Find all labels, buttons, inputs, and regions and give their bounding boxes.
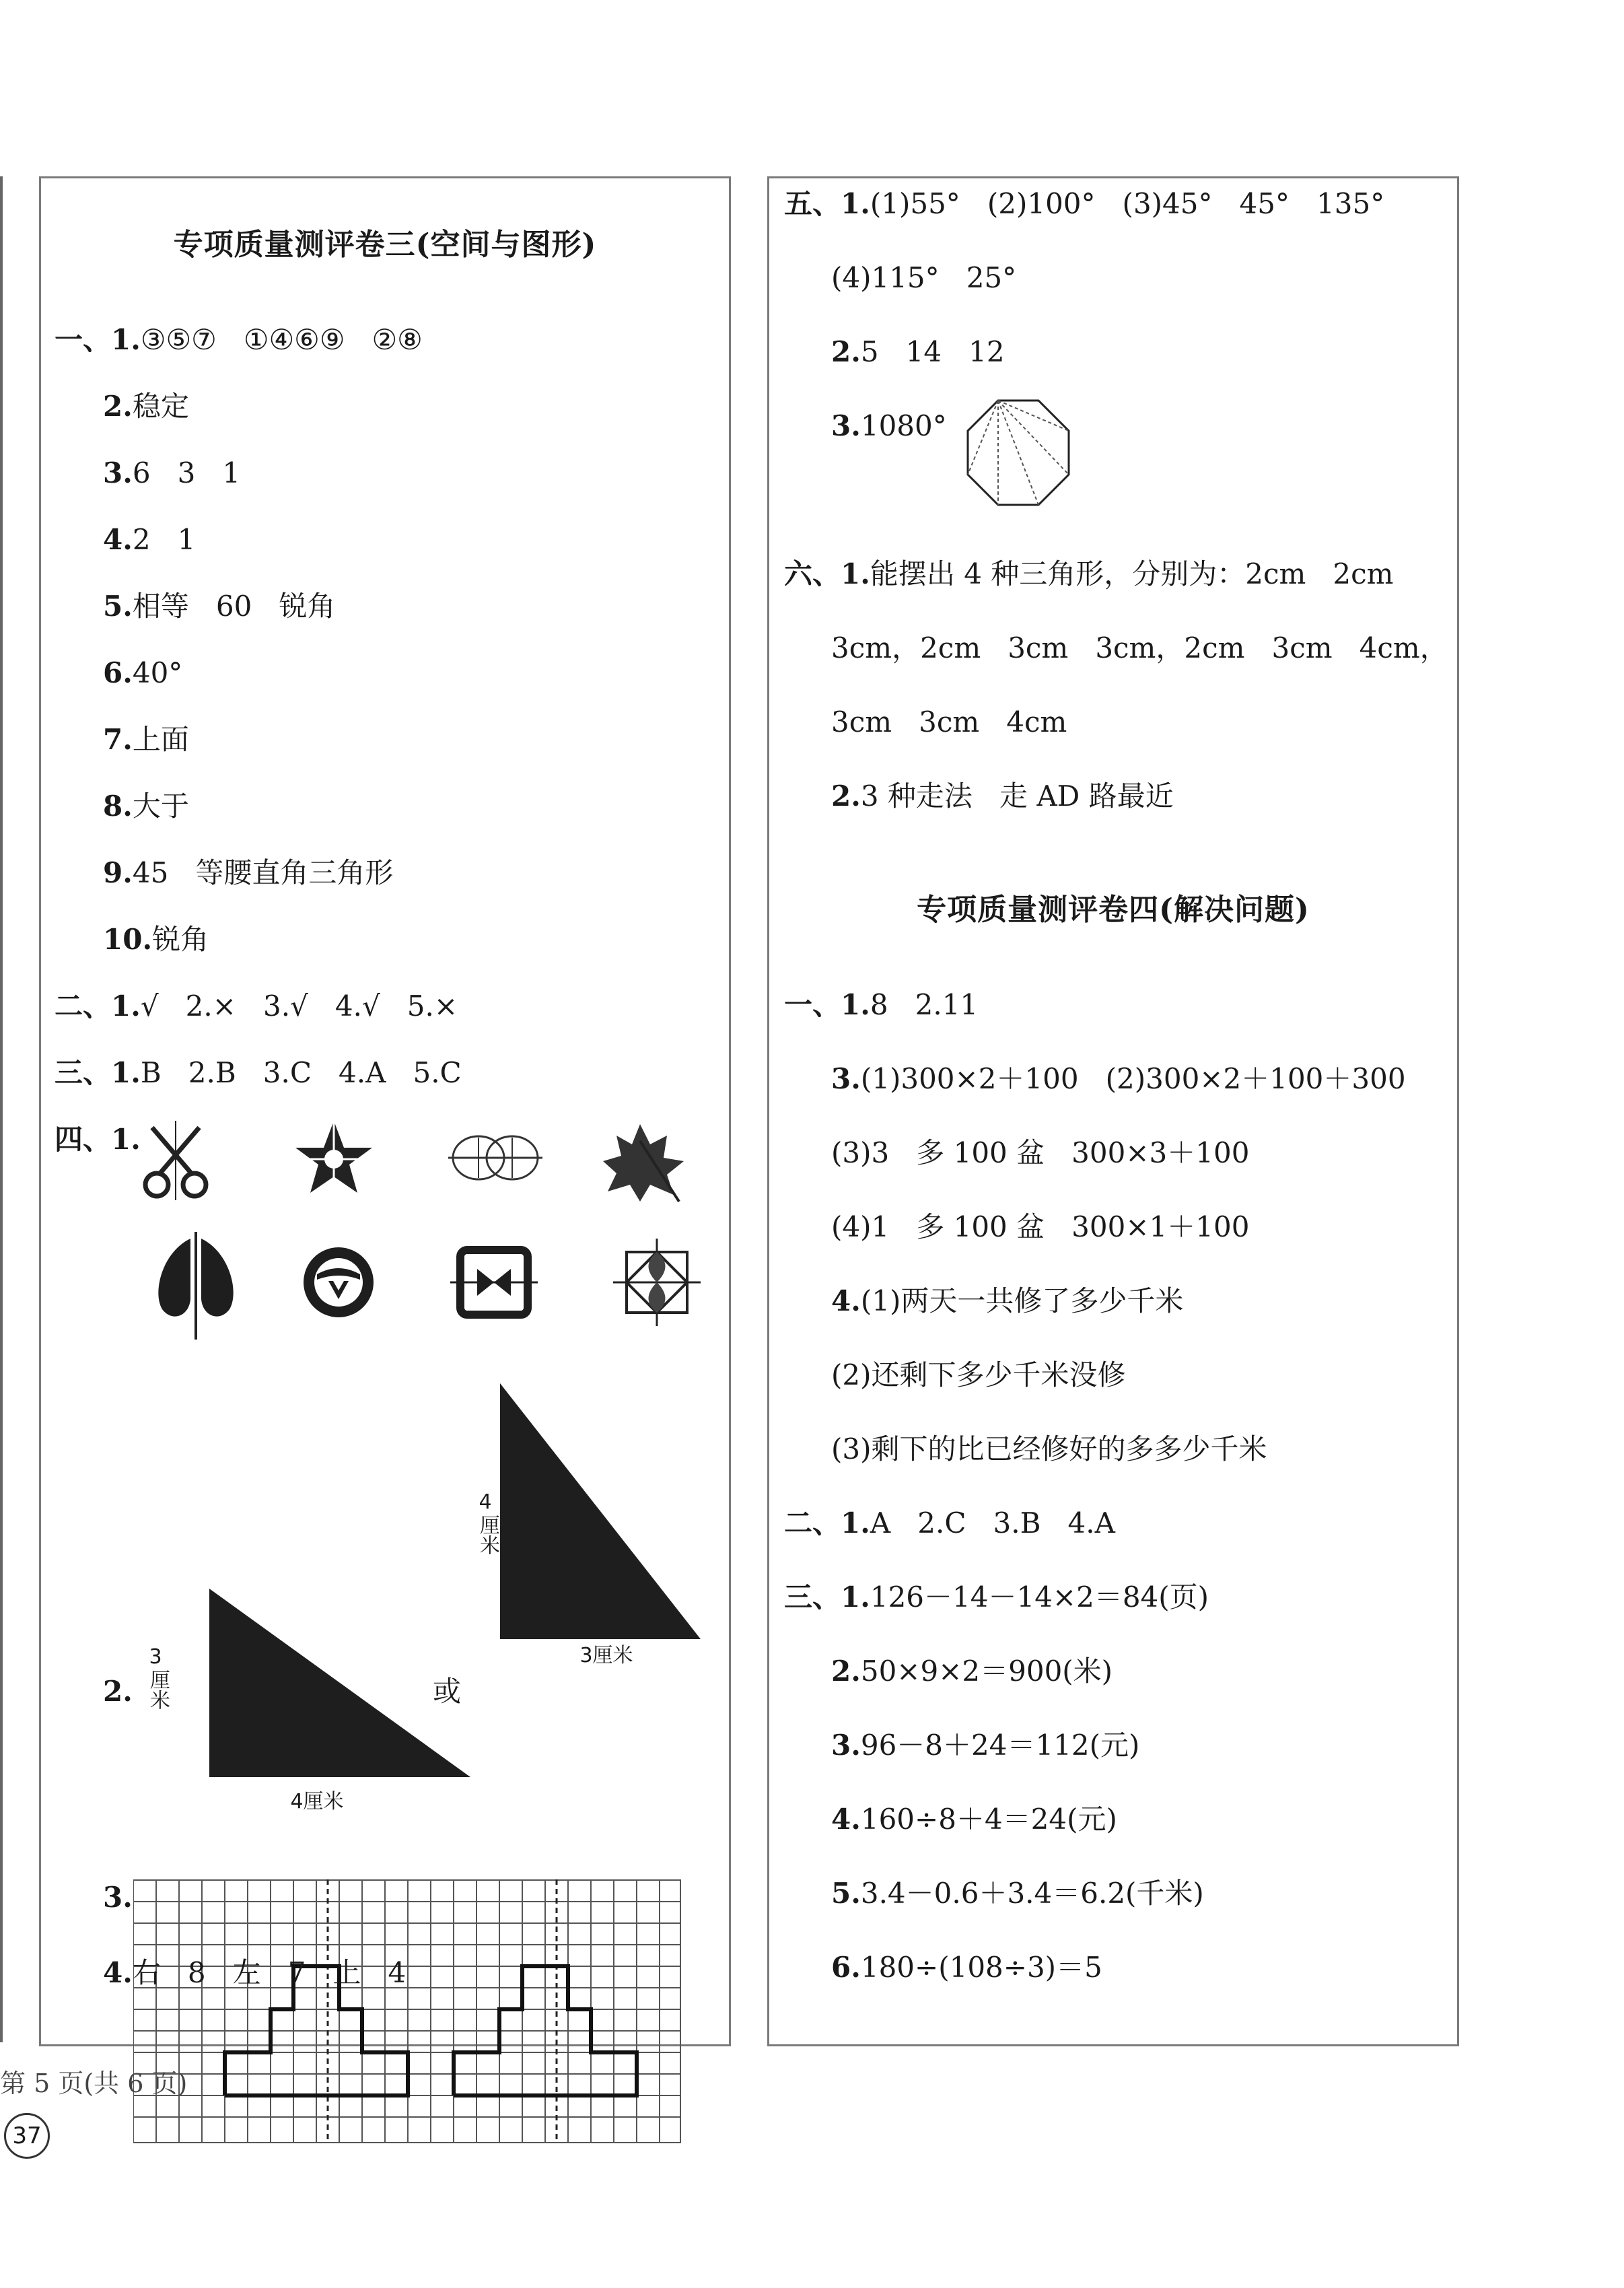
answer-line: 2.稳定 bbox=[103, 390, 189, 423]
answer-line: 6.40° bbox=[103, 656, 183, 689]
answer-line: (4)115° 25° bbox=[831, 261, 1017, 294]
answer-line: 3.96－8＋24＝112(元) bbox=[831, 1729, 1140, 1762]
tri2-side-length: 4 bbox=[479, 1490, 492, 1514]
leaf-pair-figure bbox=[149, 1232, 243, 1340]
answer-line: 六、1.能摆出 4 种三角形，分别为：2cm 2cm bbox=[784, 557, 1394, 590]
tri1-side-unit: 厘米 bbox=[146, 1669, 170, 1710]
answer-line: (3)3 多 100 盆 300×3＋100 bbox=[831, 1136, 1250, 1169]
left-answer-panel bbox=[39, 176, 731, 2046]
answer-line: 4.2 1 bbox=[103, 523, 196, 556]
scissors-figure bbox=[135, 1121, 216, 1202]
answer-line: 3.1080° bbox=[831, 409, 947, 442]
answer-line: 二、1.√ 2.× 3.√ 4.√ 5.× bbox=[55, 990, 458, 1022]
answer-line: 四、1. bbox=[55, 1123, 141, 1156]
answer-line: (2)还剩下多少千米没修 bbox=[831, 1358, 1126, 1391]
tri1-base-length: 4厘米 bbox=[290, 1790, 344, 1813]
answer-line: 5.3.4－0.6＋3.4＝6.2(千米) bbox=[831, 1877, 1204, 1910]
answer-line: (3)剩下的比已经修好的多多少千米 bbox=[831, 1432, 1267, 1465]
answer-line: 4.160÷8＋4＝24(元) bbox=[831, 1803, 1117, 1836]
grid-figure bbox=[133, 1879, 682, 2145]
answer-line: 10.锐角 bbox=[103, 923, 209, 956]
answer-line: 3cm 3cm 4cm bbox=[831, 705, 1067, 738]
page-number-badge: 37 bbox=[4, 2113, 50, 2159]
bowtie-box-figure bbox=[450, 1242, 538, 1323]
triangle-one bbox=[169, 1575, 472, 1791]
page-count-text: 第 5 页(共 6 页) bbox=[0, 2069, 188, 2098]
flower-emblem-figure bbox=[290, 1117, 378, 1205]
tri2-base-length: 3厘米 bbox=[579, 1644, 633, 1667]
answer-line: 五、1.(1)55° (2)100° (3)45° 45° 135° bbox=[784, 187, 1385, 220]
answer-line: 3.6 3 1 bbox=[103, 456, 241, 489]
answer-line: 2.50×9×2＝900(米) bbox=[831, 1655, 1113, 1688]
right-answer-panel bbox=[767, 176, 1459, 2046]
answer-line: 7.上面 bbox=[103, 723, 189, 756]
answer-line: 4.(1)两天一共修了多少千米 bbox=[831, 1284, 1184, 1317]
answer-line: (4)1 多 100 盆 300×1＋100 bbox=[831, 1210, 1250, 1243]
answer-line: 8.大于 bbox=[103, 790, 189, 823]
answer-line: 2.5 14 12 bbox=[831, 335, 1005, 368]
answer-line: 二、1.A 2.C 3.B 4.A bbox=[784, 1506, 1115, 1539]
answer-line: 5.相等 60 锐角 bbox=[103, 590, 336, 623]
rings-figure bbox=[448, 1124, 542, 1191]
maple-leaf-figure bbox=[600, 1121, 687, 1208]
or-label: 或 bbox=[433, 1675, 462, 1708]
left-edge-line bbox=[0, 176, 3, 2042]
q3-label: 3. bbox=[103, 1881, 133, 1914]
diamond-grid-figure bbox=[613, 1239, 701, 1326]
octagon-figure bbox=[961, 397, 1075, 512]
answer-line: 2.3 种走法 走 AD 路最近 bbox=[831, 779, 1174, 812]
answer-line: 三、1.126－14－14×2＝84(页) bbox=[784, 1581, 1209, 1614]
answer-line: 3.(1)300×2＋100 (2)300×2＋100＋300 bbox=[831, 1062, 1406, 1095]
tri1-side-length: 3 bbox=[149, 1645, 162, 1669]
answer-line: 9.45 等腰直角三角形 bbox=[103, 856, 394, 889]
left-section-title: 专项质量测评卷三(空间与图形) bbox=[173, 228, 597, 262]
answer-line: 4.右 8 左 7 上 4 bbox=[103, 1956, 407, 1989]
answer-line: 3cm，2cm 3cm 3cm，2cm 3cm 4cm， bbox=[831, 631, 1448, 664]
answer-line: 一、1.③⑤⑦ ①④⑥⑨ ②⑧ bbox=[55, 323, 423, 356]
answer-line: 一、1.8 2.11 bbox=[784, 988, 979, 1021]
answer-line: 6.180÷(108÷3)＝5 bbox=[831, 1951, 1102, 1984]
q2-label: 2. bbox=[103, 1675, 133, 1708]
answer-line: 三、1.B 2.B 3.C 4.A 5.C bbox=[55, 1056, 462, 1089]
tri2-side-unit: 厘米 bbox=[476, 1515, 499, 1555]
steering-wheel-figure bbox=[298, 1242, 379, 1323]
right-section-title: 专项质量测评卷四(解决问题) bbox=[917, 893, 1310, 927]
